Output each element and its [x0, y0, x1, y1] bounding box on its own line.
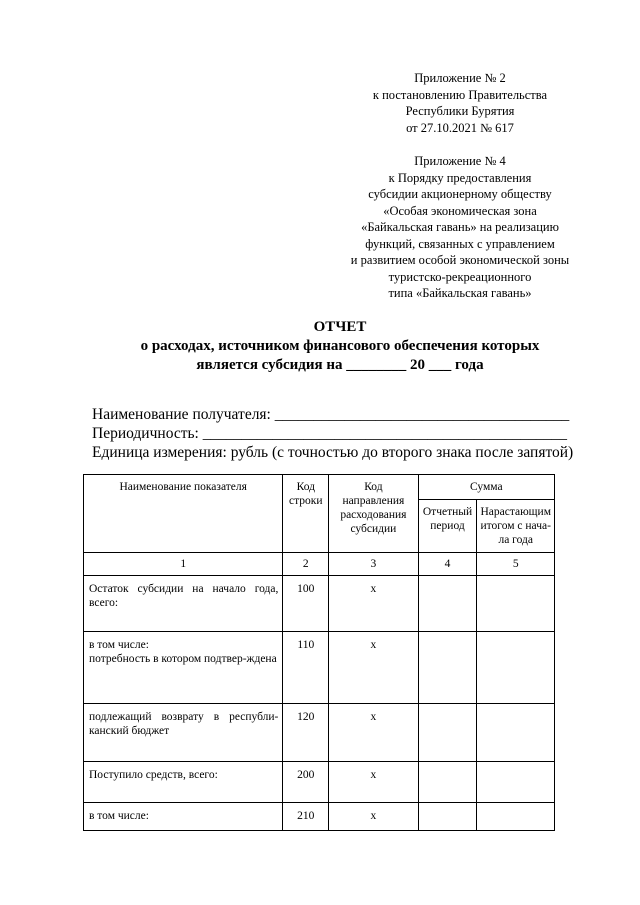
- row-period-value: [418, 762, 477, 803]
- row-cumulative-value: [477, 632, 555, 704]
- report-title-period: является субсидия на ________ 20 ___ года: [196, 357, 484, 373]
- column-number: 4: [418, 553, 477, 576]
- report-title-heading: ОТЧЕТ: [313, 319, 367, 335]
- appendix-line: к постановлению Правительства: [372, 87, 548, 102]
- table-row: [84, 704, 555, 762]
- row-code: 100: [283, 576, 329, 632]
- row-cumulative-value: [477, 762, 555, 803]
- row-name: подлежащий возврату в республи-канский бюджет: [84, 704, 283, 762]
- appendix-line: туристско-рекреационного: [388, 269, 532, 284]
- row-cumulative-value: [477, 803, 555, 831]
- row-period-value: [418, 803, 477, 831]
- table-header-row: [84, 475, 555, 500]
- appendix-line: к Порядку предоставления: [388, 170, 532, 185]
- report-title-subtitle: о расходах, источником финансового обеспечения которых: [140, 338, 540, 354]
- appendix-line: Приложение № 4: [414, 154, 506, 168]
- row-period-value: [418, 704, 477, 762]
- appendix-line: и развитием особой экономической зоны: [350, 253, 570, 267]
- row-code: 110: [283, 632, 329, 704]
- appendix-line: Приложение № 2: [414, 71, 506, 85]
- row-cumulative-value: [477, 576, 555, 632]
- row-name: Остаток субсидии на начало года, всего:: [84, 576, 283, 632]
- appendix-line: от 27.10.2021 № 617: [406, 120, 514, 135]
- report-meta: [92, 405, 573, 462]
- appendix-line: Республики Бурятия: [405, 104, 515, 118]
- recipient-line: Наименование получателя: ______________________________________: [92, 406, 570, 423]
- header-sum: Сумма: [418, 475, 554, 500]
- header-row-code: Код строки: [283, 475, 329, 553]
- row-name: в том числе: потребность в котором подтвер-ждена: [84, 632, 283, 704]
- header-cumulative: Нарастающим итогом с нача-ла года: [477, 500, 555, 553]
- row-direction: x: [329, 576, 418, 632]
- appendix-line: «Байкальская гавань» на реализацию: [361, 220, 559, 234]
- row-period-value: [418, 632, 477, 704]
- row-direction: x: [329, 803, 418, 831]
- table-row: [84, 576, 555, 632]
- column-number: 5: [477, 553, 555, 576]
- unit-line: Единица измерения: рубль (с точностью до второго знака после запятой): [92, 444, 574, 461]
- table-row: [84, 803, 555, 831]
- row-code: 200: [283, 762, 329, 803]
- row-period-value: [418, 576, 477, 632]
- row-name: Поступило средств, всего:: [84, 762, 283, 803]
- appendix-block-2-resolution: [325, 70, 595, 136]
- appendix-header: [325, 70, 595, 302]
- appendix-line: «Особая экономическая зона: [383, 203, 537, 218]
- appendix-line: типа «Байкальская гавань»: [388, 286, 532, 300]
- appendix-line: функций, связанных с управлением: [365, 236, 555, 251]
- row-cumulative-value: [477, 704, 555, 762]
- column-number-row: [84, 553, 555, 576]
- row-name: в том числе:: [84, 803, 283, 831]
- header-direction-code: Код направления расходования субсидии: [329, 475, 418, 553]
- column-number: 1: [84, 553, 283, 576]
- header-reporting-period: Отчетный период: [418, 500, 477, 553]
- report-table: [83, 474, 555, 831]
- appendix-block-4-procedure: [325, 153, 595, 302]
- column-number: 3: [329, 553, 418, 576]
- row-direction: x: [329, 762, 418, 803]
- row-direction: x: [329, 704, 418, 762]
- periodicity-line: Периодичность: _______________________________________________: [92, 425, 567, 442]
- row-direction: x: [329, 632, 418, 704]
- appendix-line: субсидии акционерному обществу: [368, 187, 552, 201]
- table-row: [84, 632, 555, 704]
- row-code: 210: [283, 803, 329, 831]
- header-indicator: Наименование показателя: [84, 475, 283, 553]
- column-number: 2: [283, 553, 329, 576]
- row-code: 120: [283, 704, 329, 762]
- report-title: [60, 318, 620, 375]
- table-row: [84, 762, 555, 803]
